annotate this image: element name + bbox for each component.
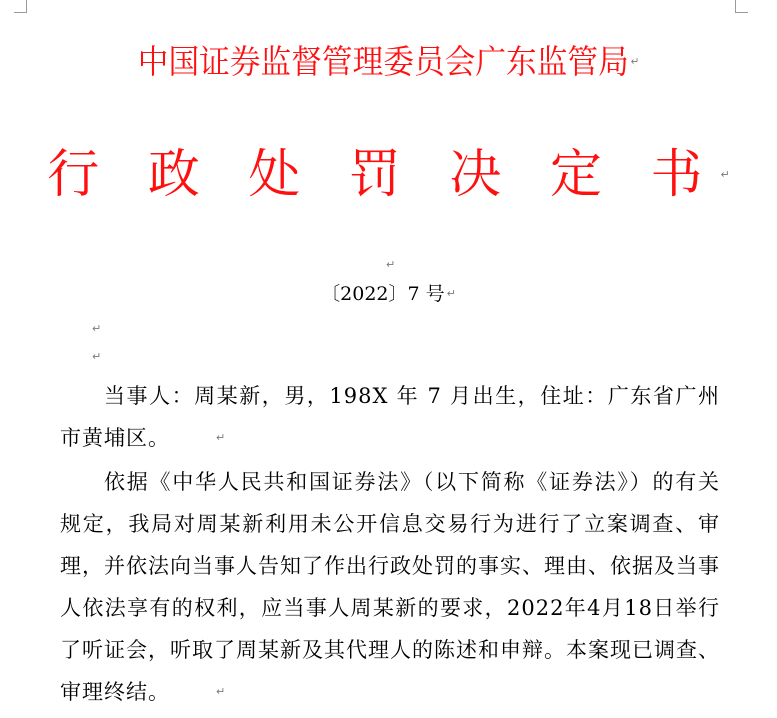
paragraph-text: 当事人：周某新，男，198X 年 7 月出生，住址：广东省广州市黄埔区。	[60, 384, 720, 450]
paragraph-mark-icon: ↵	[92, 322, 102, 335]
paragraph-mark-icon: ↵	[92, 350, 102, 363]
paragraph-mark-icon: ↵	[446, 287, 456, 300]
issuer-text: 中国证券监督管理委员会广东监管局	[137, 42, 629, 81]
paragraph-text: 依据《中华人民共和国证券法》（以下简称《证券法》）的有关规定，我局对周某新利用未公开信息交易行为进行了立案调查、审理，并依法向当事人告知了作出行政处罚的事实、理由、依据及当事人依法享有的权利，应当事人周某新的要求，2022年4月18日举行了听证会，听取了周某新及其代理人的陈述和申辩。本案现已调查、审理终结。	[60, 470, 720, 704]
document-title	[0, 142, 777, 208]
paragraph-mark-icon: ↵	[216, 431, 226, 444]
body-paragraph-basis	[60, 461, 720, 713]
paragraph-mark-icon: ↵	[216, 685, 226, 698]
paragraph-mark-icon: ↵	[720, 168, 730, 181]
paragraph-mark-icon: ↵	[386, 258, 396, 271]
body-paragraph-party	[60, 375, 720, 459]
document-number	[0, 280, 777, 308]
crop-mark-top-right	[735, 0, 748, 13]
document-number-text: 〔2022〕7 号	[321, 283, 445, 305]
paragraph-mark-icon: ↵	[630, 55, 640, 68]
crop-mark-top-left	[14, 0, 27, 13]
title-text: 行 政 处 罚 决 定 书	[47, 145, 719, 205]
issuer-heading	[27, 40, 750, 84]
